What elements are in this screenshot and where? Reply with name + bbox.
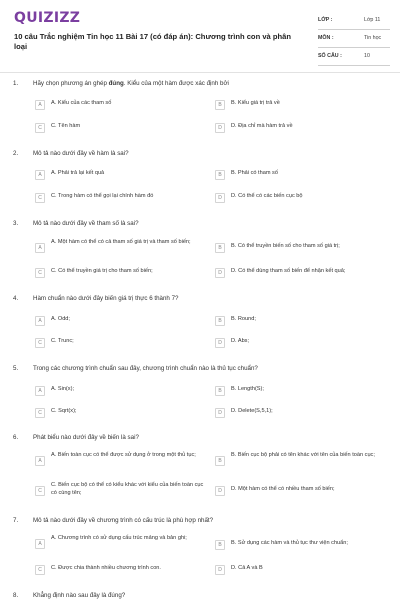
question-number: 7.	[13, 517, 19, 524]
option-text: D. Địa chỉ mà hàm trả về	[231, 123, 293, 129]
meta-key: SỐ CÂU :	[318, 53, 342, 59]
option-letter-badge: B	[215, 540, 225, 550]
question-number: 2.	[13, 150, 19, 157]
option-text: C. Tên hàm	[51, 123, 81, 129]
option-letter-badge: B	[215, 170, 225, 180]
option-text: C. Có thể truyền giá trị cho tham số biến;	[51, 268, 153, 274]
option-text: D. Abs;	[231, 338, 250, 344]
option-letter-badge: C	[35, 123, 45, 133]
meta-row-class	[318, 12, 390, 30]
option-text: A. Biến toàn cục có thể được sử dụng ở trong một thủ tục;	[51, 452, 196, 458]
option-text: C. Trunc;	[51, 338, 74, 344]
question-number: 1.	[13, 80, 19, 87]
option-text: B. Có thể truyền biến số cho tham số giá trị;	[231, 243, 340, 249]
option-letter-badge: C	[35, 565, 45, 575]
option-text: B. Phải có tham số	[231, 170, 278, 176]
question-number: 3.	[13, 220, 19, 227]
meta-table	[318, 12, 390, 66]
question-text-part: Hãy chọn phương án ghép	[33, 80, 109, 87]
question-text-part: . Kiểu của một hàm được xác định bởi	[123, 80, 229, 87]
option-letter-badge: C	[35, 193, 45, 203]
question-text: Phát biểu nào dưới đây về biến là sai?	[33, 434, 139, 441]
option-text: B. Kiểu giá trị trả về	[231, 100, 280, 106]
option-letter-badge: B	[215, 316, 225, 326]
option-letter-badge: C	[35, 268, 45, 278]
option-text: B. Length(S);	[231, 386, 264, 392]
option-letter-badge: B	[215, 456, 225, 466]
question-number: 8.	[13, 592, 19, 599]
meta-value: 10	[364, 53, 370, 59]
option-letter-badge: B	[215, 386, 225, 396]
option-text: A. Sin(x);	[51, 386, 75, 392]
option-text: D. Có thể có các biến cục bộ	[231, 193, 303, 199]
option-text: D. Cả A và B	[231, 565, 263, 571]
question-number: 5.	[13, 365, 19, 372]
option-letter-badge: A	[35, 386, 45, 396]
meta-value: Lớp 11	[364, 17, 381, 23]
question-text: Mô tả nào dưới đây về chương trình có cấu trúc là phù hợp nhất?	[33, 517, 214, 524]
option-letter-badge: D	[215, 565, 225, 575]
option-letter-badge: C	[35, 486, 45, 496]
question-text: Khẳng định nào sau đây là đúng?	[33, 592, 126, 599]
question-text: Trong các chương trình chuẩn sau đây, chương trình chuẩn nào là thủ tục chuẩn?	[33, 365, 258, 372]
option-letter-badge: C	[35, 338, 45, 348]
option-text: C. Biến cục bộ có thể có kiểu khác với kiểu của biến toàn cục có cùng tên;	[51, 482, 204, 496]
meta-value: Tin học	[364, 35, 382, 41]
option-text: C. Được chia thành nhiều chương trình con.	[51, 565, 161, 571]
option-text: C. Trong hàm có thể gọi lại chính hàm đó	[51, 193, 154, 199]
option-letter-badge: B	[215, 243, 225, 253]
option-letter-badge: D	[215, 123, 225, 133]
document-header	[0, 0, 400, 72]
option-letter-badge: D	[215, 268, 225, 278]
option-text: D. Một hàm có thể có nhiều tham số biến;	[231, 486, 335, 492]
meta-row-subject	[318, 30, 390, 48]
option-text: D. Có thể dùng tham số biến để nhận kết quả;	[231, 268, 346, 274]
option-text: A. Odd;	[51, 316, 70, 322]
option-letter-badge: A	[35, 456, 45, 466]
option-letter-badge: B	[215, 100, 225, 110]
option-letter-badge: D	[215, 486, 225, 496]
question-text: Hàm chuẩn nào dưới đây biến giá trị thực 6 thành 7?	[33, 295, 179, 302]
question-text-emphasis: đúng	[108, 80, 124, 87]
document-title: 10 câu Trắc nghiệm Tin học 11 Bài 17 (có đáp án): Chương trình con và phân loại	[14, 32, 292, 51]
option-letter-badge: A	[35, 170, 45, 180]
header-divider	[0, 72, 400, 73]
option-letter-badge: D	[215, 193, 225, 203]
question-text: Mô tả nào dưới đây về hàm là sai?	[33, 150, 129, 157]
quizizz-logo: QUIZIZZ	[14, 10, 81, 26]
option-letter-badge: A	[35, 243, 45, 253]
option-letter-badge: A	[35, 316, 45, 326]
option-text: B. Round;	[231, 316, 256, 322]
option-text: A. Một hàm có thể có cả tham số giá trị và tham số biến;	[51, 239, 191, 245]
option-letter-badge: A	[35, 539, 45, 549]
option-text: D. Delete(S,5,1);	[231, 408, 273, 414]
option-text: A. Chương trình có sử dụng cấu trúc mảng và bản ghi;	[51, 535, 187, 541]
meta-key: LỚP :	[318, 17, 333, 23]
option-text: B. Sử dụng các hàm và thủ tục thư viện chuẩn;	[231, 540, 348, 546]
option-text: B. Biến cục bộ phải có tên khác với tên của biến toàn cục;	[231, 452, 375, 458]
question-text	[33, 80, 388, 88]
option-letter-badge: D	[215, 408, 225, 418]
question-number: 4.	[13, 295, 19, 302]
meta-row-count	[318, 48, 390, 66]
option-letter-badge: C	[35, 408, 45, 418]
option-letter-badge: A	[35, 100, 45, 110]
question-text: Mô tả nào dưới đây về tham số là sai?	[33, 220, 139, 227]
option-letter-badge: D	[215, 338, 225, 348]
option-text: A. Phải trả lại kết quả	[51, 170, 105, 176]
option-text: C. Sqrt(x);	[51, 408, 77, 414]
meta-key: MÔN :	[318, 35, 334, 41]
option-text: A. Kiểu của các tham số	[51, 100, 112, 106]
question-number: 6.	[13, 434, 19, 441]
